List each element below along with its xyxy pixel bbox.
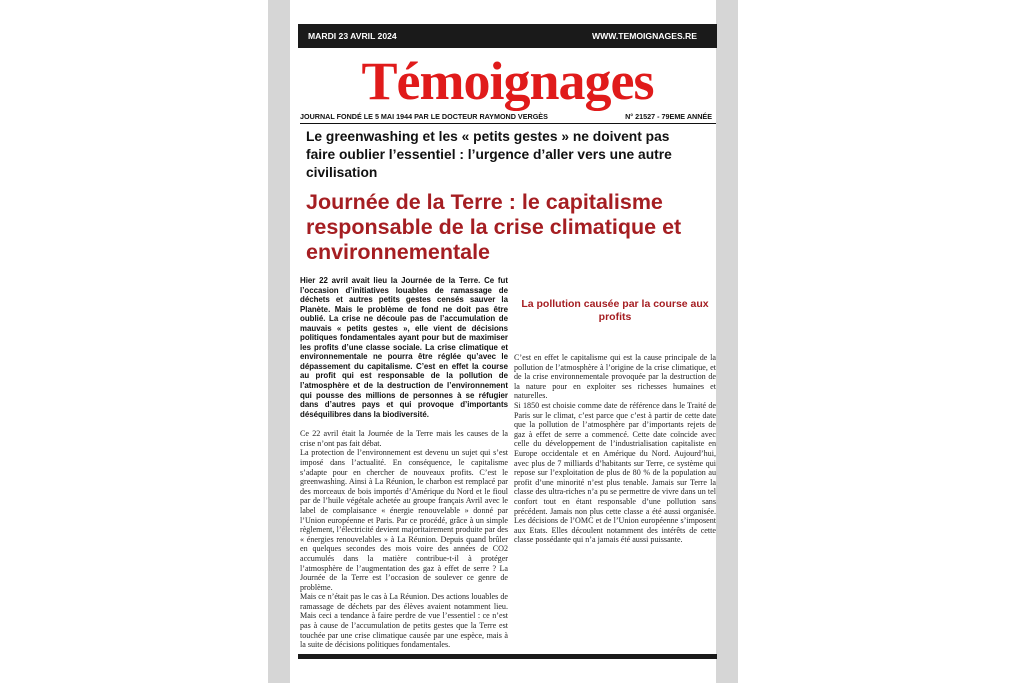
column-right (514, 276, 716, 545)
article-paragraph: La protection de l’environnement est devenu un sujet qui s’est imposé dans l’actualité. En conséquence, le capitalisme s’adapte pour en chercher de nouveaux profits. C’est le greenwashing. Ainsi à La Réunion, le charbon est remplacé par des morceaux de bois importés d’Amérique du Nord et le fioul par de l’huile végétale achetée au groupe français Avril avec le label de complaisance « énergie renouvelable » donné par l’Union européenne et Paris. Par ce procédé, grâce à un simple règlement, l’électricité devient majoritairement produite par des « énergies renouvelables » à La Réunion. Depuis quand brûler en quelques secondes des mois voire des années de CO2 accumulés dans la matière contribue-t-il à protéger l’atmosphère de l’augmentation des gaz à effet de serre ? La Journée de la Terre est l’occasion de soulever ce genre de problème. (300, 448, 508, 592)
article-kicker: Le greenwashing et les « petits gestes » ne doivent pas faire oublier l’essentiel : l’urgence d’aller vers une autre civilisation (306, 129, 672, 180)
founded-note: JOURNAL FONDÉ LE 5 MAI 1944 PAR LE DOCTEUR RAYMOND VERGÈS (300, 112, 548, 121)
left-gray-band (268, 0, 290, 683)
website-link[interactable]: WWW.TEMOIGNAGES.RE (591, 31, 697, 41)
article-paragraph: Mais ce n’était pas le cas à La Réunion. Des actions louables de ramassage de déchets par des élèves avaient notamment lieu. Mais ceci a tendance à faire perdre de vue l’essentiel : ce n’est pas à cause de l’accumulation de petits gestes que la Terre est touchée par une crise climatique causée par une espèce, mais à la suite de décisions politiques fondamentales. (300, 592, 508, 650)
right-gray-band (716, 0, 738, 683)
article-paragraph: Si 1850 est choisie comme date de référence dans le Traité de Paris sur le climat, c’est parce que c’est à partir de cette date que la pollution de l’atmosphère par d’importants rejets de gaz à effet de serre a commencé. Cette date coïncide avec celle du développement de l’industrialisation capitaliste en Europe occidentale et en Amérique du Nord. Aujourd’hui, avec plus de 7 milliards d’habitants sur Terre, ce système qui repose sur l’exploitation de plus de 80 % de la population au profit d’une minorité n’est plus tenable. Jamais sur Terre la classe des ultra-riches n’a pu se permettre de vivre dans un tel confort tout en étant responsable d’une pollution sans précédent. Jamais non plus cette classe a été aussi organisée. Les décisions de l’OMC et de l’Union européenne s’imposent aux Etats. Elles découlent notamment des intérêts de cette classe possédante qui n’a jamais été aussi puissante. (514, 400, 716, 545)
page-bottom-bar (298, 654, 717, 659)
article-paragraph: C’est en effet le capitalisme qui est la cause principale de la pollution de l’atmosphère à l’origine de la crise climatique, et de la crise environnementale provoquée par la destruction de la nature pour en exploiter ses richesses humaines et naturelles. (514, 353, 716, 401)
column-left (300, 276, 508, 650)
masthead-subline (300, 111, 716, 124)
section-subhead: La pollution causée par la course aux profits (521, 298, 709, 323)
issue-number: N° 21527 - 79EME ANNÉE (625, 112, 712, 121)
article-headline: Journée de la Terre : le capitalisme responsable de la crise climatique et environnementale (306, 190, 682, 264)
article-paragraph: Ce 22 avril était la Journée de la Terre mais les causes de la crise n’ont pas fait débat. (300, 429, 508, 448)
article-lead: Hier 22 avril avait lieu la Journée de la Terre. Ce fut l’occasion d’initiatives louables de ramassage de déchets et autres petits gestes censés sauver la Planète. Mais le problème de fond ne doit pas être oublié. La crise ne découle pas de l’accumulation de mauvais « petits gestes », elle vient de décisions politiques fondamentales ayant pour but de maximiser les profits d’une classe sociale. La crise climatique et environnementale ne pourra être réglée qu’avec le dépassement du capitalisme. C’est en effet la course au profit qui est responsable de la pollution de l’atmosphère et de la destruction de l’environnement qui pousse des millions de personnes à se réfugier dans d’autres pays et qui provoque d’importants déséquilibres dans la biodiversité. (300, 276, 508, 419)
newspaper-page (290, 0, 716, 683)
issue-date: MARDI 23 AVRIL 2024 (308, 31, 397, 41)
masthead-top-bar (298, 24, 717, 48)
newspaper-logo: Témoignages (361, 51, 654, 111)
